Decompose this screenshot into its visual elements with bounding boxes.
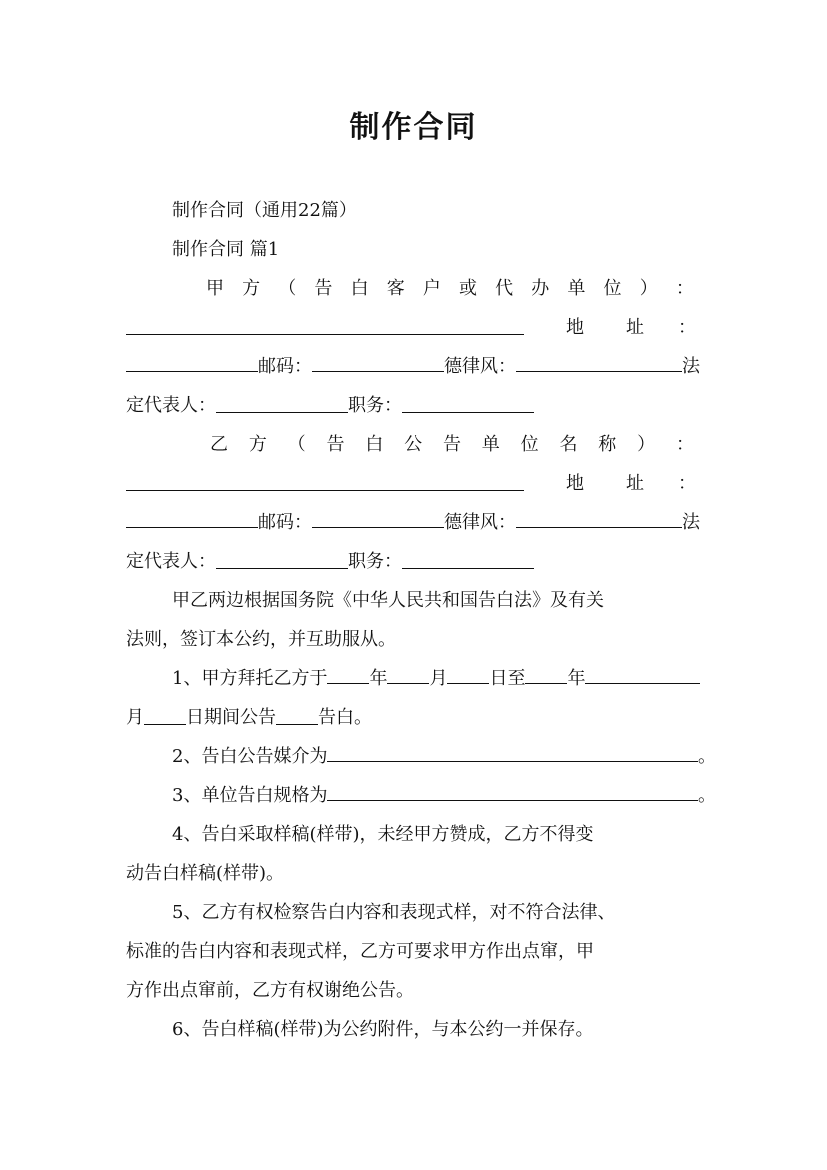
item-5-line-1: 5、乙方有权检察告白内容和表现式样，对不符合法律、 <box>172 902 616 923</box>
subtitle: 制作合同（通用22篇） <box>172 200 357 221</box>
item-3-spec-blank <box>327 785 698 801</box>
party-a-label: 甲 方 （ 告 白 客 户 或 代 办 单 位 ） ： <box>206 278 694 299</box>
party-a-name-blank <box>126 319 524 335</box>
party-b-address-blank <box>126 512 258 528</box>
item-1-month2-blank <box>585 668 700 684</box>
party-b-address-line: 地 址 ： <box>126 473 700 495</box>
item-6: 6、告白样稿(样带)为公约附件，与本公约一并保存。 <box>172 1019 594 1040</box>
party-b-phone-blank <box>516 512 682 528</box>
preamble-line-2: 法则，签订本公约，并互助服从。 <box>126 629 396 650</box>
item-2-media-blank <box>327 746 698 762</box>
party-b-postcode-blank <box>312 512 444 528</box>
party-b-rep-line: 定代表人： 职务： <box>126 551 700 573</box>
party-b-rep-blank <box>216 553 348 569</box>
preamble-line-1: 甲乙两边根据国务院《中华人民共和国告白法》及有关 <box>172 590 604 611</box>
party-a-rep-blank <box>216 397 348 413</box>
party-b-label: 乙 方 （ 告 白 公 告 单 位 名 称 ） ： <box>210 434 694 455</box>
item-4-line-1: 4、告白采取样稿(样带)，未经甲方赞成，乙方不得变 <box>172 824 594 845</box>
party-b-name-blank <box>126 475 524 491</box>
item-3: 3、单位告白规格为 。 <box>172 785 716 806</box>
party-a-address-line: 地 址 ： <box>126 317 700 339</box>
party-b-contact-line: 邮码： 德律风： 法 <box>126 512 700 534</box>
party-a-phone-blank <box>516 356 682 372</box>
party-a-position-blank <box>402 397 534 413</box>
party-b-position-blank <box>402 553 534 569</box>
item-1-line-2: 月 日期间公告 告白。 <box>126 707 372 728</box>
item-2: 2、告白公告媒介为 。 <box>172 746 716 767</box>
item-1-line-1: 1、甲方拜托乙方于 年 月 日至 年 <box>172 668 700 690</box>
item-4-line-2: 动告白样稿(样带)。 <box>126 863 285 884</box>
party-a-address-blank <box>126 356 258 372</box>
item-1-day-blank <box>447 668 489 684</box>
party-a-rep-line: 定代表人： 职务： <box>126 395 700 417</box>
item-1-day2-blank <box>144 709 186 725</box>
item-1-year2-blank <box>525 668 567 684</box>
item-5-line-3: 方作出点窜前，乙方有权谢绝公告。 <box>126 980 414 1001</box>
item-5-line-2: 标准的告白内容和表现式样，乙方可要求甲方作出点窜，甲 <box>126 941 594 962</box>
item-1-month-blank <box>387 668 429 684</box>
item-1-count-blank <box>276 709 318 725</box>
document-title: 制作合同 <box>349 110 478 145</box>
section-heading: 制作合同 篇1 <box>172 239 280 260</box>
party-a-contact-line: 邮码： 德律风： 法 <box>126 356 700 378</box>
item-1-year-blank <box>327 668 369 684</box>
party-a-postcode-blank <box>312 356 444 372</box>
